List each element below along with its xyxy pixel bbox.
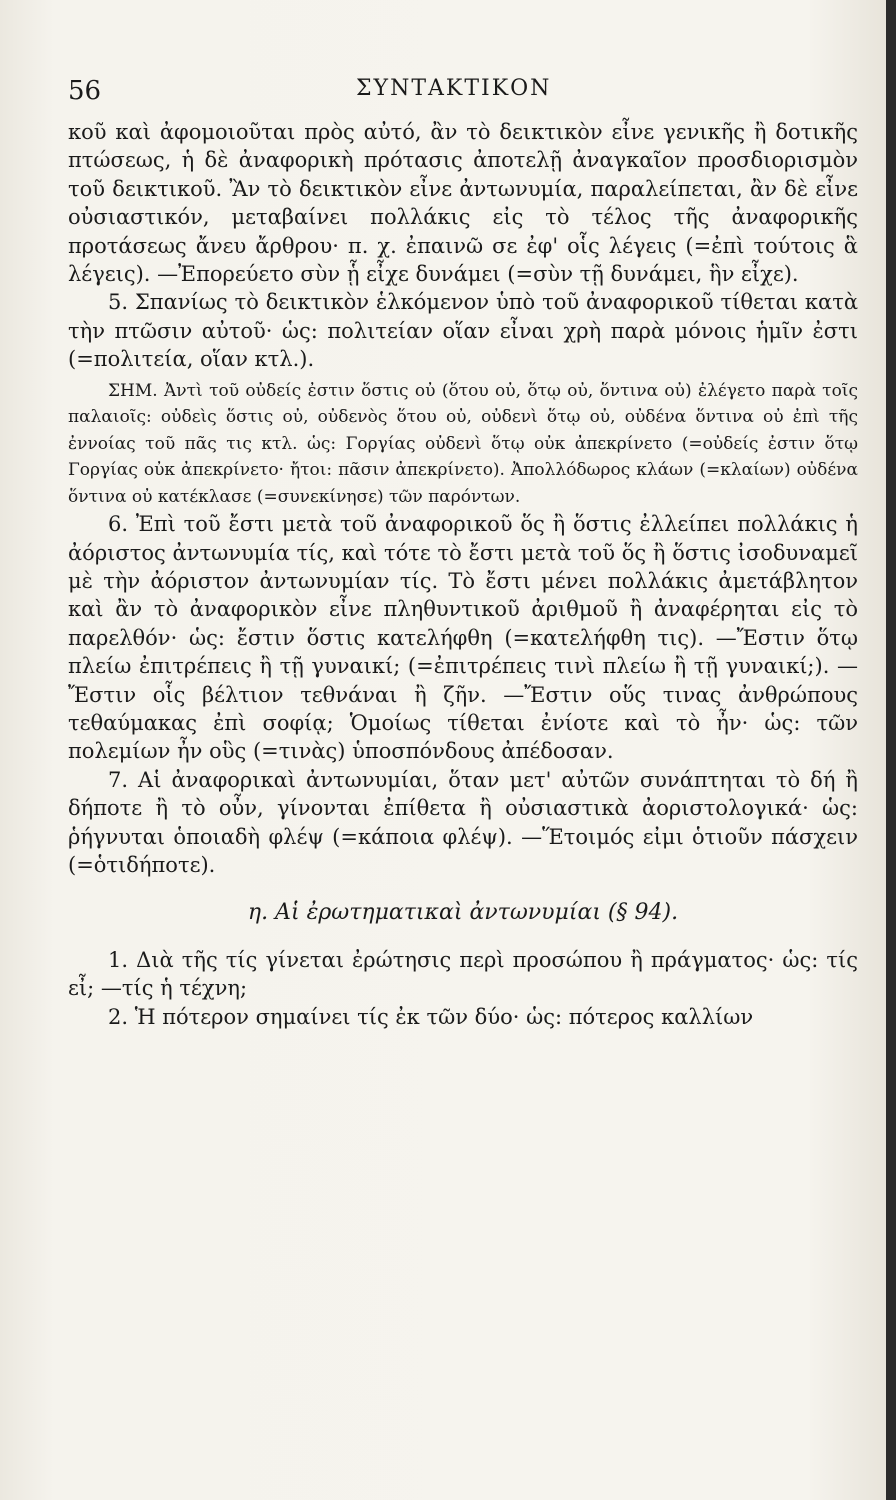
running-title: ΣΥΝΤΑΚΤΙΚΟΝ <box>356 76 552 101</box>
page-body <box>68 118 858 1031</box>
paragraph-interrogative-1: 1. Διὰ τῆς τίς γίνεται ἐρώτησις περὶ προσώπου ἢ πράγματος· ὡς: τίς εἶ; —τίς ἡ τέχνη; <box>68 947 858 1001</box>
paragraph-continuation: κοῦ καὶ ἀφομοιοῦται πρὸς αὐτό, ἂν τὸ δεικτικὸν εἶνε γενικῆς ἢ δοτικῆς πτώσεως, ἡ δὲ ἀναφορικὴ πρότασις ἀποτελῇ ἀναγκαῖον προσδιορισμὸν τοῦ δεικτικοῦ. Ἂν τὸ δεικτικὸν εἶνε ἀντωνυμία, παραλείπεται, ἂν δὲ εἶνε οὐσιαστικόν, μεταβαίνει πολλάκις εἰς τὸ τέλος τῆς ἀναφορικῆς προτάσεως ἄνευ ἄρθρου· π. χ. ἐπαινῶ σε ἐφ' οἷς λέγεις (=ἐπὶ τούτοις ἃ λέγεις). —Ἐπορεύετο σὺν ᾗ εἶχε δυνάμει (=σὺν τῇ δυνάμει, ἣν εἶχε). <box>68 120 858 287</box>
paragraph-6: 6. Ἐπὶ τοῦ ἔστι μετὰ τοῦ ἀναφορικοῦ ὅς ἢ ὅστις ἐλλείπει πολλάκις ἡ ἀόριστος ἀντωνυμία τίς, καὶ τότε τὸ ἔστι μετὰ τοῦ ὅς ἢ ὅστις ἰσοδυναμεῖ μὲ τὴν ἀόριστον ἀντωνυμίαν τίς. Τὸ ἔστι μένει πολλάκις ἀμετάβλητον καὶ ἂν τὸ ἀναφορικὸν εἶνε πληθυντικοῦ ἀριθμοῦ ἢ ἀναφέρηται εἰς τὸ παρελθόν· ὡς: ἔστιν ὅστις κατελήφθη (=κατελήφθη τις). —Ἔστιν ὅτῳ πλείω ἐπιτρέπεις ἢ τῇ γυναικί; (=ἐπιτρέπεις τινὶ πλείω ἢ τῇ γυναικί;). —Ἔστιν οἷς βέλτιον τεθνάναι ἢ ζῆν. —Ἔστιν οὕς τινας ἀνθρώπους τεθαύμακας ἐπὶ σοφίᾳ; Ὁμοίως τίθεται ἐνίοτε καὶ τὸ ἦν· ὡς: τῶν πολεμίων ἦν οὓς (=τινὰς) ὑποσπόνδους ἀπέδοσαν. <box>68 512 858 764</box>
page-binding-edge <box>886 0 896 1500</box>
paragraph-7: 7. Αἱ ἀναφορικαὶ ἀντωνυμίαι, ὅταν μετ' αὐτῶν συνάπτηται τὸ δή ἢ δήποτε ἢ τὸ οὖν, γίνονται ἐπίθετα ἢ οὐσιαστικὰ ἀοριστολογικά· ὡς: ῥήγνυται ὁποιαδὴ φλέψ (=κάποια φλέψ). —Ἕτοιμός εἰμι ὁτιοῦν πάσχειν (=ὁτιδήποτε). <box>68 767 858 878</box>
section-heading: η. Αἱ ἐρωτηματικαὶ ἀντωνυμίαι (§ 94). <box>247 900 679 926</box>
page-number: 56 <box>68 76 102 106</box>
paragraph-interrogative-2: 2. Ἡ πότερον σημαίνει τίς ἐκ τῶν δύο· ὡς: πότερος καλλίων <box>108 1004 754 1029</box>
page-header <box>60 72 860 112</box>
note-paragraph: ΣΗΜ. Ἀντὶ τοῦ οὐδείς ἐστιν ὅστις οὐ (ὅτου οὐ, ὅτῳ οὐ, ὅντινα οὐ) ἐλέγετο παρὰ τοῖς παλαιοῖς: οὐδεὶς ὅστις οὐ, οὐδενὸς ὅτου οὐ, οὐδενὶ ὅτῳ οὐ, οὐδένα ὅντινα οὐ ἐπὶ τῆς ἐννοίας τοῦ πᾶς τις κτλ. ὡς: Γοργίας οὐδενὶ ὅτῳ οὐκ ἀπεκρίνετο (=οὐδείς ἐστιν ὅτῳ Γοργίας οὐκ ἀπεκρίνετο· ἤτοι: πᾶσιν ἀπεκρίνετο). Ἀπολλόδωρος κλάων (=κλαίων) οὐδένα ὅντινα οὐ κατέκλασε (=συνεκίνησε) τῶν παρόντων. <box>68 380 858 507</box>
paragraph-5: 5. Σπανίως τὸ δεικτικὸν ἑλκόμενον ὑπὸ τοῦ ἀναφορικοῦ τίθεται κατὰ τὴν πτῶσιν αὐτοῦ· ὡς: πολιτείαν οἵαν εἶναι χρὴ παρὰ μόνοις ἡμῖν ἐστι (=πολιτεία, οἵαν κτλ.). <box>68 290 858 372</box>
